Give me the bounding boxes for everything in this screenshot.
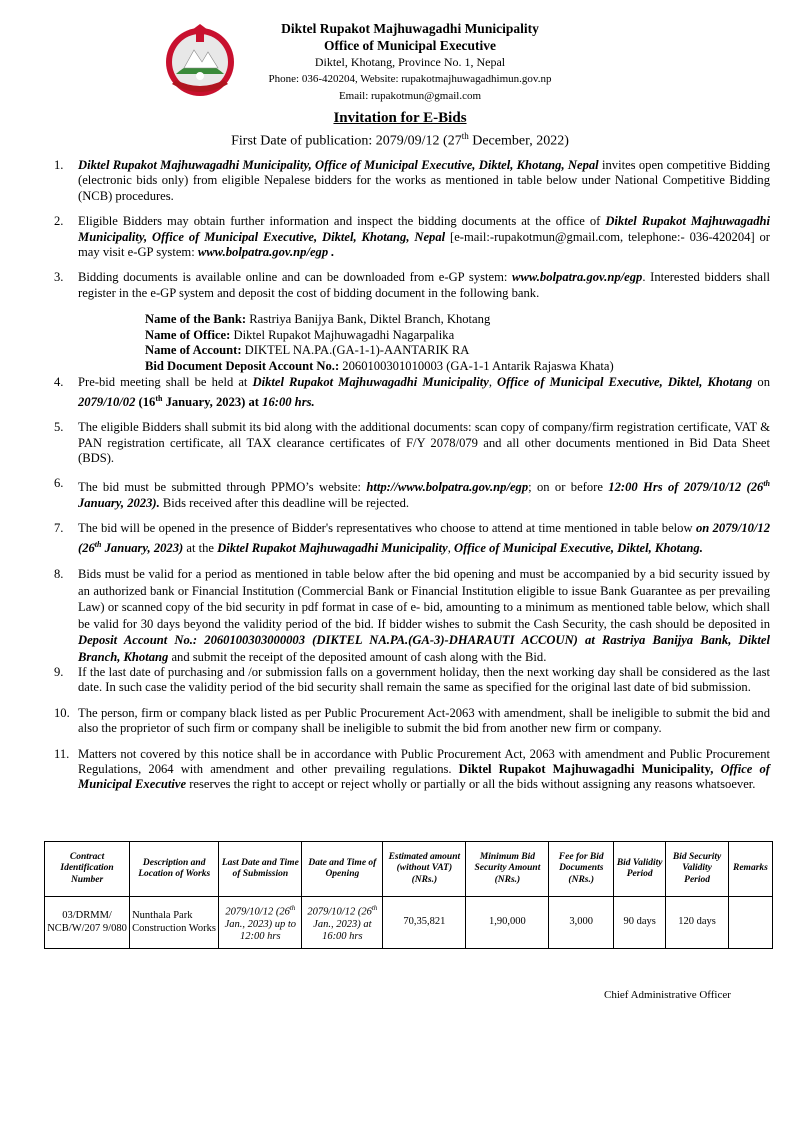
letterhead <box>240 20 580 105</box>
address: Diktel, Khotang, Province No. 1, Nepal <box>314 55 506 69</box>
col-bid-security: Minimum Bid Security Amount (NRs.) <box>466 842 549 897</box>
cell-description: Nunthala Park Construction Works <box>130 897 219 949</box>
municipality-name: Diktel Rupakot Majhuwagadhi Municipality <box>281 21 539 36</box>
signature: Chief Administrative Officer <box>604 989 731 1001</box>
phone-website: Phone: 036-420204, Website: rupakotmajhuwagadhimun.gov.np <box>268 73 552 85</box>
col-opening-date: Date and Time of Opening <box>302 842 383 897</box>
list-item: 9. If the last date of purchasing and /or submission falls on a government holiday, then the next working day shall be considered as the last date. In such case the validity period of the bid security shall remain the same as specified for the original last date of bid submission. <box>54 664 770 695</box>
email: Email: rupakotmun@gmail.com <box>338 90 482 102</box>
office-name: Office of Municipal Executive <box>323 38 497 53</box>
col-fee: Fee for Bid Documents (NRs.) <box>549 842 614 897</box>
table-header-row <box>45 842 773 897</box>
cell-estimated-amount: 70,35,821 <box>383 897 466 949</box>
notice-title: Invitation for E-Bids <box>333 110 467 126</box>
bid-table <box>44 841 773 949</box>
list-item: 10. The person, firm or company black listed as per Public Procurement Act-2063 with amendment, shall be ineligible to submit the bid and also the proprietor of such firm or company shall be ineligible to submit the bid from another new firm or company. <box>54 705 770 736</box>
list-item: 7. The bid will be opened in the presence of Bidder's representatives who choose to attend at time mentioned in table below on 2079/10/12 (26th January, 2023) at the Diktel Rupakot Majhuwagadhi Municipality, Office of Municipal Executive, Diktel, Khotang. <box>54 521 770 556</box>
bank-details: Name of the Bank: Rastriya Banijya Bank, Diktel Branch, Khotang Name of Office: Diktel Rupakot Majhuwagadhi Nagarpalika Name of Account: DIKTEL NA.PA.(GA-1-1)-AANTARIK RA Bid Document Deposit Account No.: 2060100301010003 (GA-1-1 Antarik Rajaswa Khata) <box>145 312 614 373</box>
list-item: 8. Bids must be valid for a period as mentioned in table below after the bid opening and must be accompanied by a bid security issued by an authorized bank or Financial Institution (Commercial Bank or Financial Institution eligible to issue Bank Guarantee as per prevailing Law) or scanned copy of the bid security in pdf format in case of e- bid, amounting to a minimum as mentioned table below, which shall be valid for 30 days beyond the validity period of the bid. If bidder wishes to submit the Cash Security, the cash should be deposited in Deposit Account No.: 2060100303000003 (DIKTEL NA.PA.(GA-3)-DHARAUTI ACCOUN) at Rastriya Banijya Bank, Diktel Branch, Khotang and submit the receipt of the deposited amount of cash along with the Bid. <box>54 567 770 664</box>
cell-security-validity: 120 days <box>666 897 729 949</box>
list-item: 5. The eligible Bidders shall submit its bid along with the additional documents: scan copy of company/firm registration certificate, VAT & PAN registration certificate, all TAX clearance certificates of F/Y 2078/079 and all other documents mentioned in Bid Data Sheet (BDS). <box>54 420 770 466</box>
col-last-date: Last Date and Time of Submission <box>219 842 302 897</box>
list-item: 2. Eligible Bidders may obtain further information and inspect the bidding documents at the office of Diktel Rupakot Majhuwagadhi Municipality, Office of Municipal Executive, Diktel, Khotang, Nepal [e-mail:-rupakotmun@gmail.com, telephone:- 036-420204] or may visit e-GP system: www.bolpatra.gov.np/egp . <box>54 214 770 260</box>
cell-bid-security: 1,90,000 <box>466 897 549 949</box>
col-description: Description and Location of Works <box>130 842 219 897</box>
col-estimated-amount: Estimated amount (without VAT) (NRs.) <box>383 842 466 897</box>
cell-last-date: 2079/10/12 (26th Jan., 2023) up to 12:00 hrs <box>219 897 302 949</box>
cell-contract-id: 03/DRMM/ NCB/W/207 9/080 <box>45 897 130 949</box>
list-item: 6. The bid must be submitted through PPMO’s website: http://www.bolpatra.gov.np/egp; on or before 12:00 Hrs of 2079/10/12 (26th January, 2023). Bids received after this deadline will be rejected. <box>54 476 770 511</box>
col-validity: Bid Validity Period <box>614 842 666 897</box>
list-item: 3. Bidding documents is available online and can be downloaded from e-GP system: www.bolpatra.gov.np/egp. Interested bidders shall register in the e-GP system and deposit the cost of bidding document in the following bank. Name of the Bank: Rastriya Banijya Bank, Diktel Branch, Khotang Name of Office: Diktel Rupakot Majhuwagadhi Nagarpalika Name of Account: DIKTEL NA.PA.(GA-1-1)-AANTARIK RA Bid Document Deposit Account No.: 2060100301010003 (GA-1-1 Antarik Rajaswa Khata) <box>54 270 770 373</box>
list-item: 11. Matters not covered by this notice shall be in accordance with Public Procurement Act, 2063 with amendment and Public Procurement Regulations, 2064 with amendment and other prevailing regulations. Diktel Rupakot Majhuwagadhi Municipality, Office of Municipal Executive reserves the right to accept or reject wholly or partially or all the bids without assigning any reasons whatsoever. <box>54 746 770 792</box>
list-item: 4. Pre-bid meeting shall be held at Diktel Rupakot Majhuwagadhi Municipality, Office of Municipal Executive, Diktel, Khotang on 2079/10/02 (16th January, 2023) at 16:00 hrs. <box>54 375 770 409</box>
col-contract-id: Contract Identification Number <box>45 842 130 897</box>
table-row <box>45 897 773 949</box>
col-security-validity: Bid Security Validity Period <box>666 842 729 897</box>
cell-validity: 90 days <box>614 897 666 949</box>
col-remarks: Remarks <box>728 842 772 897</box>
list-item: 1. Diktel Rupakot Majhuwagadhi Municipality, Office of Municipal Executive, Diktel, Khotang, Nepal invites open competitive Bidding (electronic bids only) from eligible Nepalese bidders for the works as mentioned in table below under National Competitive Bidding (NCB) procedures. <box>54 158 770 203</box>
cell-fee: 3,000 <box>549 897 614 949</box>
notice-items <box>0 158 800 803</box>
publication-date: First Date of publication: 2079/09/12 (27th December, 2022) <box>231 131 569 149</box>
cell-remarks <box>728 897 772 949</box>
cell-opening-date: 2079/10/12 (26th Jan., 2023) at 16:00 hrs <box>302 897 383 949</box>
nepal-emblem-icon <box>162 22 238 98</box>
